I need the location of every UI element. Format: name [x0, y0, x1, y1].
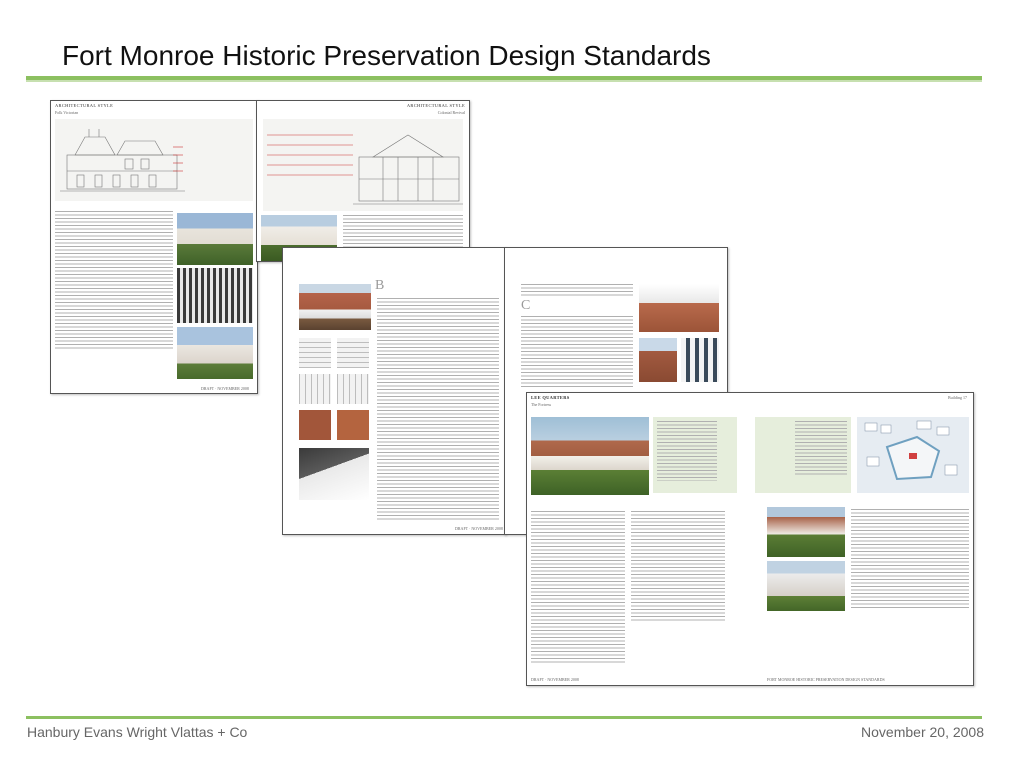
brick-sample-photo: [299, 410, 331, 440]
bracket-detail-photo: [299, 448, 369, 500]
page-header: ARCHITECTURAL STYLE: [406, 103, 465, 108]
info-text: [657, 421, 717, 481]
location-info-panel: [755, 417, 851, 493]
info-text: [795, 421, 847, 477]
building-info-panel: [653, 417, 737, 493]
column-photo: [681, 338, 719, 382]
page-subtitle: The Fortress: [531, 402, 552, 407]
document-page-lee-quarters: [526, 392, 974, 686]
lee-quarters-photo: [531, 417, 649, 495]
porch-detail-photo: [177, 268, 253, 323]
house-photo-two: [177, 327, 253, 379]
footer-company: Hanbury Evans Wright Vlattas + Co: [27, 724, 248, 740]
bond-pattern-swatch: [299, 374, 331, 404]
document-page-glossary-b: [282, 247, 506, 535]
glossary-text: [521, 316, 633, 388]
house-photo: [177, 213, 253, 265]
glossary-letter-c: C: [521, 298, 531, 313]
glossary-text: [377, 298, 499, 520]
history-text: [631, 511, 725, 621]
body-text: [55, 211, 173, 351]
page-footer: DRAFT · NOVEMBER 2008: [201, 386, 249, 391]
footer-divider: [26, 716, 982, 719]
page-subheader: Folk Victorian: [55, 110, 79, 115]
porch-photo: [767, 507, 845, 557]
page-footer: DRAFT · NOVEMBER 2008: [455, 526, 503, 531]
cornice-photo: [639, 284, 719, 332]
page-title: LEE QUARTERS: [531, 395, 570, 400]
glossary-text: [521, 284, 633, 298]
title-divider: [26, 76, 982, 80]
page-subheader: Colonial Revival: [437, 110, 465, 115]
significance-text: [851, 509, 969, 609]
house-elevation-drawing: [55, 119, 253, 201]
colonial-elevation-drawing: [263, 119, 463, 211]
bond-pattern-swatch: [337, 338, 369, 368]
balcony-photo: [299, 284, 371, 330]
footer-date: November 20, 2008: [861, 724, 984, 740]
page-header: ARCHITECTURAL STYLE: [55, 103, 114, 108]
slide-title: Fort Monroe Historic Preservation Design Standards: [62, 40, 711, 71]
page-footer-right: FORT MONROE HISTORIC PRESERVATION DESIGN STANDARDS: [767, 677, 885, 682]
document-page-colonial-revival: [256, 100, 470, 262]
document-page-folk-victorian: [50, 100, 258, 394]
page-footer: DRAFT · NOVEMBER 2008: [531, 677, 579, 682]
building-number: Building 17: [947, 395, 967, 400]
brick-sample-photo: [337, 410, 369, 440]
chimney-photo: [639, 338, 677, 382]
facade-photo: [767, 561, 845, 611]
description-text: [531, 511, 625, 665]
bond-pattern-swatch: [299, 338, 331, 368]
bond-pattern-swatch: [337, 374, 369, 404]
glossary-letter-b: B: [375, 278, 385, 293]
site-map: [857, 417, 969, 493]
